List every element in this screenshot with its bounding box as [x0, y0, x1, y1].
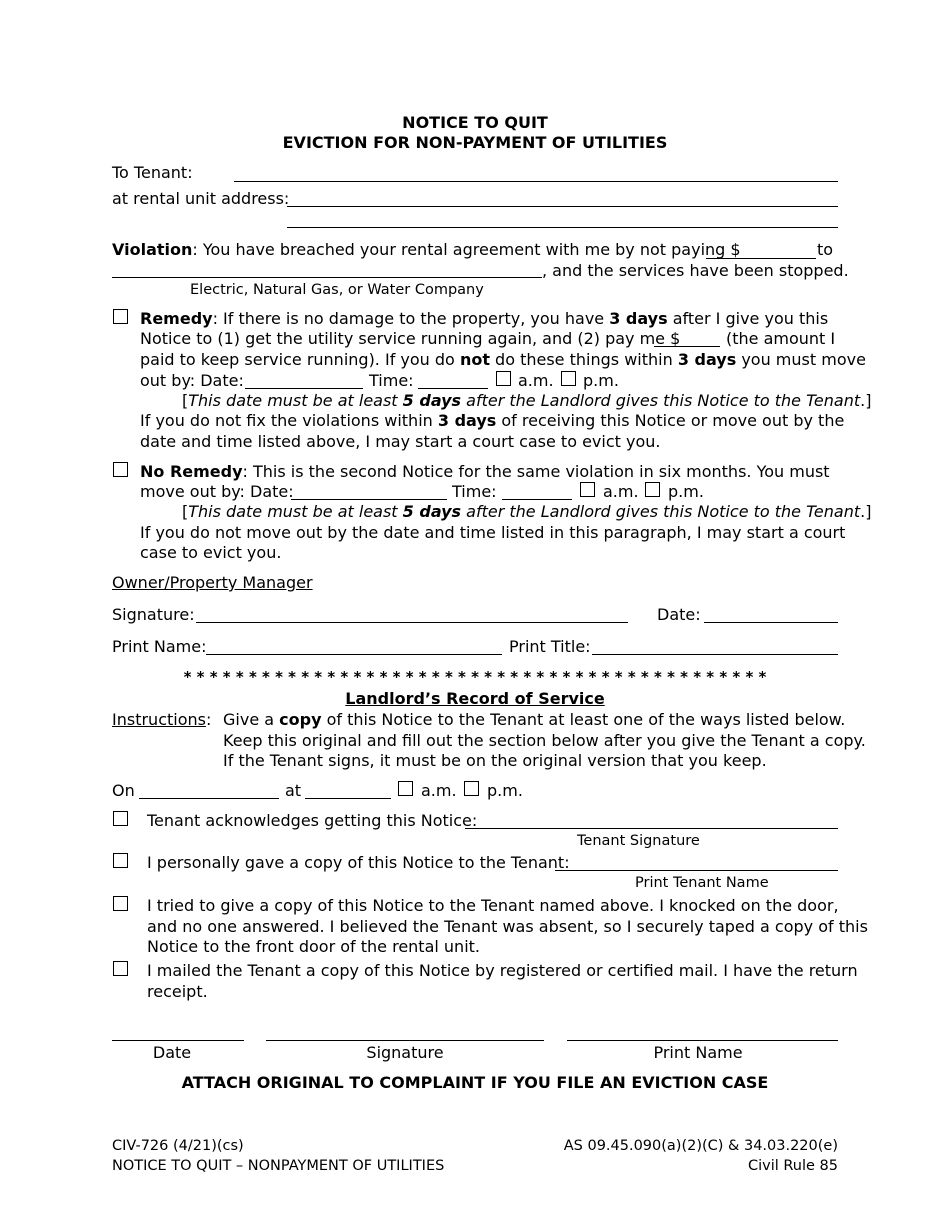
option-personal-text: I personally gave a copy of this Notice to the Tenant:: [147, 853, 570, 872]
tenant-print-name-caption: Print Tenant Name: [635, 875, 769, 891]
violation-amount-field[interactable]: [706, 258, 816, 259]
option-taped-checkbox[interactable]: [113, 896, 128, 911]
remedy-time-label: Time:: [369, 371, 414, 390]
option-taped-line2: and no one answered. I believed the Tenant was absent, so I securely taped a copy of this: [147, 917, 868, 936]
bottom-date-field[interactable]: [112, 1040, 244, 1041]
address-label: at rental unit address:: [112, 189, 290, 208]
address-field-line2[interactable]: [287, 227, 838, 228]
no-remedy-note: [This date must be at least 5 days after the Landlord gives this Notice to the Tenant.]: [182, 502, 872, 521]
owner-date-label: Date:: [657, 605, 701, 624]
remedy-line3: paid to keep service running). If you do not do these things within 3 days you must move: [140, 350, 866, 369]
service-date-field[interactable]: [139, 798, 279, 799]
no-remedy-line5: case to evict you.: [140, 543, 282, 562]
tenant-print-name-field[interactable]: [555, 870, 838, 871]
violation-line2: , and the services have been stopped.: [542, 261, 849, 280]
owner-print-name-label: Print Name:: [112, 637, 207, 656]
footer-form-id: CIV-726 (4/21)(cs): [112, 1138, 244, 1154]
page-subtitle: EVICTION FOR NON-PAYMENT OF UTILITIES: [282, 133, 668, 152]
page-title: NOTICE TO QUIT: [402, 113, 548, 132]
option-ack-text: Tenant acknowledges getting this Notice:: [147, 811, 478, 830]
instructions-label: Instructions:: [112, 710, 212, 729]
remedy-note: [This date must be at least 5 days after the Landlord gives this Notice to the Tenant.]: [182, 391, 872, 410]
footer-statute: AS 09.45.090(a)(2)(C) & 34.03.220(e): [563, 1138, 838, 1154]
no-remedy-time-field[interactable]: [502, 499, 572, 500]
no-remedy-line1: No Remedy: This is the second Notice for the same violation in six months. You must: [140, 462, 830, 481]
bottom-print-name-caption: Print Name: [653, 1043, 743, 1062]
remedy-line2a: Notice to (1) get the utility service running again, and (2) pay me $: [140, 329, 681, 348]
instructions-line2: Keep this original and fill out the section below after you give the Tenant a copy.: [223, 731, 866, 750]
option-mailed-checkbox[interactable]: [113, 961, 128, 976]
footer-rule: Civil Rule 85: [747, 1158, 838, 1174]
no-remedy-pm-checkbox[interactable]: [645, 482, 660, 497]
owner-signature-label: Signature:: [112, 605, 195, 624]
no-remedy-checkbox[interactable]: [113, 462, 128, 477]
violation-label: Violation: [112, 240, 193, 259]
attach-notice: ATTACH ORIGINAL TO COMPLAINT IF YOU FILE AN EVICTION CASE: [181, 1073, 769, 1092]
remedy-line6: If you do not fix the violations within 3 days of receiving this Notice or move out by the: [140, 411, 845, 430]
bottom-print-name-field[interactable]: [567, 1040, 838, 1041]
remedy-date-field[interactable]: [245, 388, 363, 389]
service-on-label: On: [112, 781, 135, 800]
remedy-outby-label: out by: Date:: [140, 371, 244, 390]
company-caption: Electric, Natural Gas, or Water Company: [190, 282, 484, 298]
bottom-signature-caption: Signature: [366, 1043, 444, 1062]
owner-signature-field[interactable]: [196, 622, 628, 623]
no-remedy-am-checkbox[interactable]: [580, 482, 595, 497]
no-remedy-date-field[interactable]: [291, 499, 447, 500]
remedy-checkbox[interactable]: [113, 309, 128, 324]
option-taped-line3: Notice to the front door of the rental unit.: [147, 937, 480, 956]
violation-to: to: [817, 240, 834, 259]
owner-print-title-field[interactable]: [592, 654, 838, 655]
remedy-am-checkbox[interactable]: [496, 371, 511, 386]
tenant-name-field[interactable]: [234, 181, 838, 182]
service-heading: Landlord’s Record of Service: [345, 689, 605, 708]
service-pm-checkbox[interactable]: [464, 781, 479, 796]
option-mailed-line1: I mailed the Tenant a copy of this Notice by registered or certified mail. I have the return: [147, 961, 858, 980]
no-remedy-time-label: Time:: [452, 482, 497, 501]
tenant-signature-caption: Tenant Signature: [577, 833, 700, 849]
to-tenant-label: To Tenant:: [112, 163, 193, 182]
owner-date-field[interactable]: [704, 622, 838, 623]
utility-company-field[interactable]: [112, 277, 542, 278]
owner-print-title-label: Print Title:: [509, 637, 591, 656]
remedy-amount-field[interactable]: [654, 346, 720, 347]
remedy-pm-checkbox[interactable]: [561, 371, 576, 386]
no-remedy-label: No Remedy: [140, 462, 243, 481]
violation-line1: Violation: You have breached your rental agreement with me by not paying $: [112, 240, 741, 259]
owner-heading: Owner/Property Manager: [112, 573, 313, 592]
instructions-line3: If the Tenant signs, it must be on the original version that you keep.: [223, 751, 767, 770]
owner-print-name-field[interactable]: [206, 654, 502, 655]
service-am-label: a.m.: [421, 781, 457, 800]
remedy-pm-label: p.m.: [583, 371, 619, 390]
instructions-line1: Give a copy of this Notice to the Tenant at least one of the ways listed below.: [223, 710, 846, 729]
separator-stars: * * * * * * * * * * * * * * * * * * * * * * * * * * * * * * * * * * * * * * * * * * * * *: [183, 668, 767, 686]
bottom-date-caption: Date: [152, 1043, 192, 1062]
remedy-am-label: a.m.: [518, 371, 554, 390]
no-remedy-am-label: a.m.: [603, 482, 639, 501]
option-personal-checkbox[interactable]: [113, 853, 128, 868]
option-taped-line1: I tried to give a copy of this Notice to the Tenant named above. I knocked on the door,: [147, 896, 839, 915]
remedy-time-field[interactable]: [418, 388, 488, 389]
service-time-field[interactable]: [305, 798, 391, 799]
footer-form-title: NOTICE TO QUIT – NONPAYMENT OF UTILITIES: [112, 1158, 445, 1174]
no-remedy-pm-label: p.m.: [668, 482, 704, 501]
remedy-line1: Remedy: If there is no damage to the property, you have 3 days after I give you this: [140, 309, 829, 328]
remedy-label: Remedy: [140, 309, 213, 328]
service-pm-label: p.m.: [487, 781, 523, 800]
remedy-line7: date and time listed above, I may start a court case to evict you.: [140, 432, 661, 451]
service-am-checkbox[interactable]: [398, 781, 413, 796]
option-ack-checkbox[interactable]: [113, 811, 128, 826]
no-remedy-line4: If you do not move out by the date and time listed in this paragraph, I may start a court: [140, 523, 846, 542]
option-mailed-line2: receipt.: [147, 982, 208, 1001]
tenant-signature-field[interactable]: [465, 828, 838, 829]
remedy-line2b: (the amount I: [726, 329, 836, 348]
no-remedy-outby-label: move out by: Date:: [140, 482, 294, 501]
service-at-label: at: [285, 781, 302, 800]
address-field-line1[interactable]: [287, 206, 838, 207]
bottom-signature-field[interactable]: [266, 1040, 544, 1041]
